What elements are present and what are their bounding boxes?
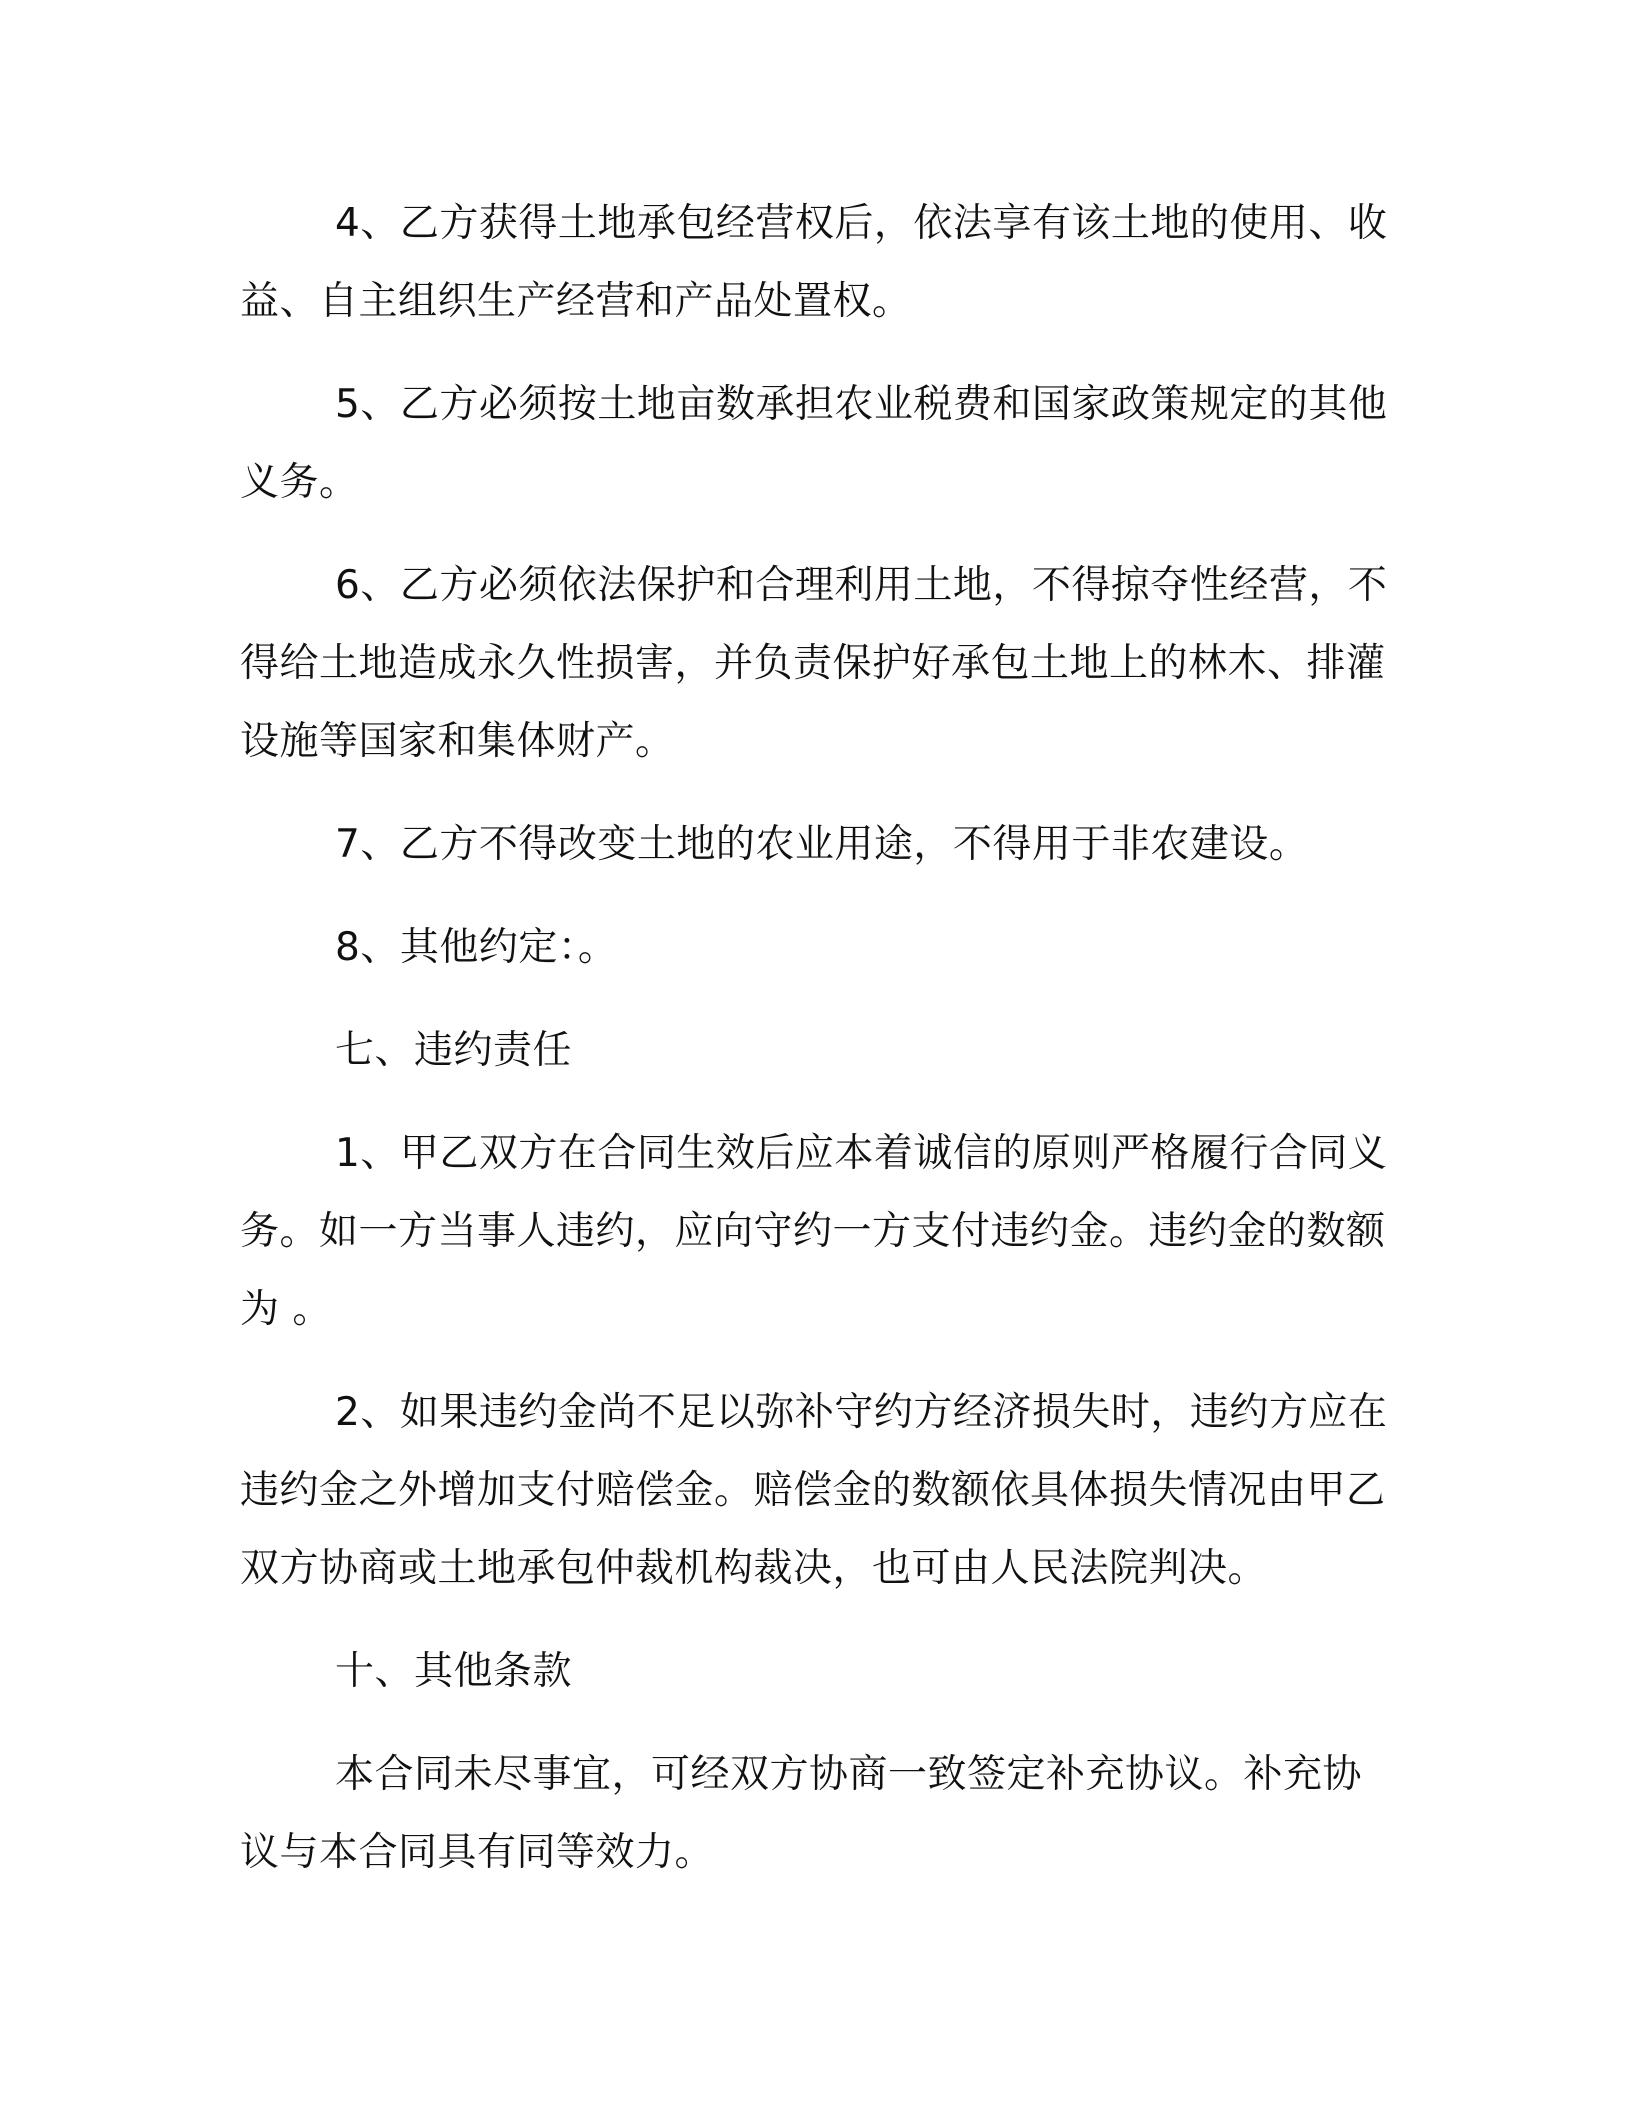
clause-4: 4、乙方获得土地承包经营权后，依法享有该土地的使用、收益、自主组织生产经营和产品处置权。: [240, 201, 1388, 324]
section-heading-other-terms: 十、其他条款: [335, 1649, 573, 1694]
other-terms-paragraph: 本合同未尽事宜，可经双方协商一致签定补充协议。补充协议与本合同具有同等效力。: [240, 1752, 1363, 1875]
breach-clause-2: 2、如果违约金尚不足以弥补守约方经济损失时，违约方应在违约金之外增加支付赔偿金。赔偿金的数额依具体损失情况由甲乙双方协商或土地承包仲裁机构裁决，也可由人民法院判决。: [240, 1390, 1388, 1591]
section-heading-breach: 七、违约责任: [335, 1028, 573, 1073]
breach-clause-1: 1、甲乙双方在合同生效后应本着诚信的原则严格履行合同义务。如一方当事人违约，应向守约一方支付违约金。违约金的数额为 。: [240, 1131, 1388, 1332]
clause-6: 6、乙方必须依法保护和合理利用土地，不得掠夺性经营，不得给土地造成永久性损害，并负责保护好承包土地上的林木、排灌设施等国家和集体财产。: [240, 563, 1388, 764]
clause-8: 8、其他约定：。: [335, 925, 618, 970]
clause-5: 5、乙方必须按土地亩数承担农业税费和国家政策规定的其他义务。: [240, 382, 1388, 505]
clause-7: 7、乙方不得改变土地的农业用途，不得用于非农建设。: [335, 822, 1309, 867]
document-body: [240, 185, 1400, 1917]
